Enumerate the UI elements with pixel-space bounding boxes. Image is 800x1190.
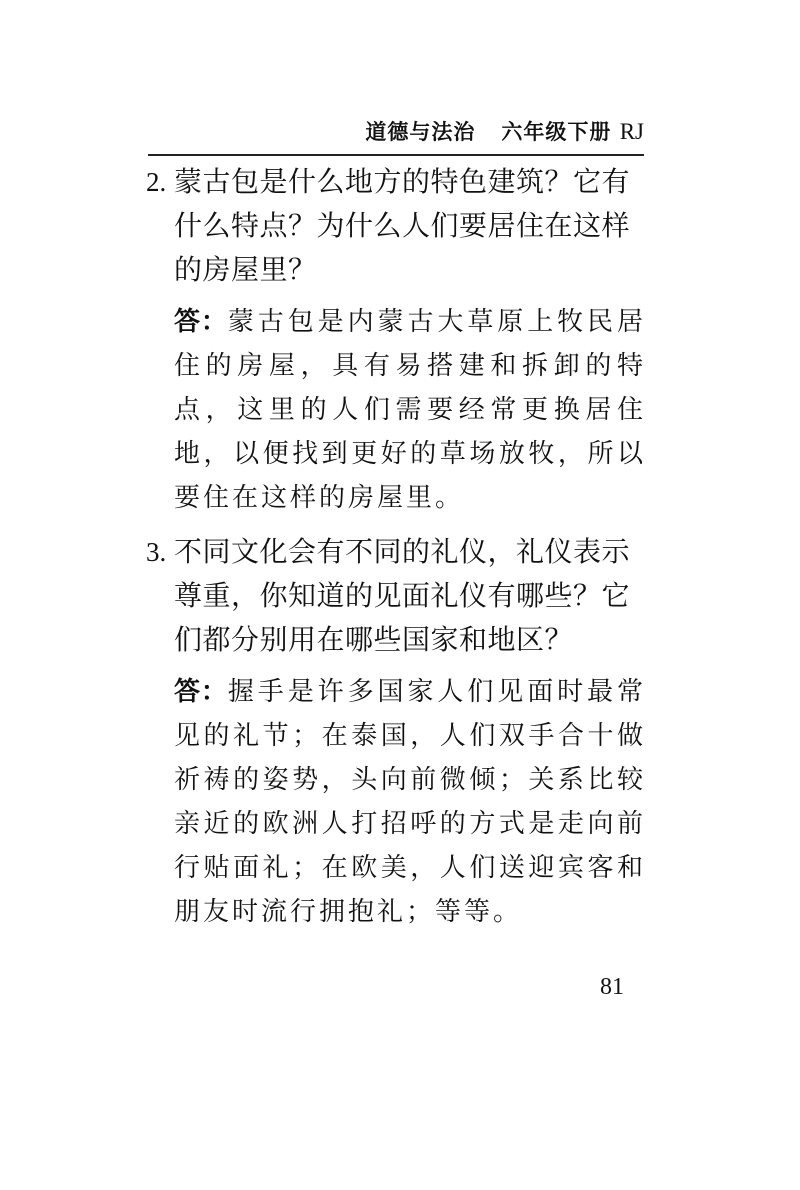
header-title bbox=[365, 116, 644, 146]
answer-text: 蒙古包是内蒙古大草原上牧民居住的房屋，具有易搭建和拆卸的特点，这里的人们需要经常更换居住地，以便找到更好的草场放牧，所以要住在这样的房屋里。 bbox=[174, 307, 646, 513]
header-subject: 道德与法治 bbox=[365, 120, 476, 144]
question-text: 蒙古包是什么地方的特色建筑？它有什么特点？为什么人们要居住在这样的房屋里？ bbox=[174, 165, 631, 286]
question-number: 2. bbox=[146, 167, 167, 197]
answer-2 bbox=[146, 300, 646, 520]
question-text: 不同文化会有不同的礼仪，礼仪表示尊重，你知道的见面礼仪有哪些？它们都分别用在哪些国家和地区？ bbox=[174, 535, 631, 656]
header-edition: RJ bbox=[619, 119, 644, 144]
answer-label: 答： bbox=[174, 677, 228, 707]
header-grade: 六年级下册 bbox=[501, 120, 612, 144]
answer-label: 答： bbox=[174, 307, 228, 337]
question-block-2 bbox=[146, 160, 646, 520]
question-block-3 bbox=[146, 530, 646, 934]
answer-text: 握手是许多国家人们见面时最常见的礼节；在泰国，人们双手合十做祈祷的姿势，头向前微倾；关系比较亲近的欧洲人打招呼的方式是走向前行贴面礼；在欧美，人们送迎宾客和朋友时流行拥抱礼；等等。 bbox=[174, 677, 646, 927]
page-header bbox=[148, 112, 644, 156]
answer-3 bbox=[146, 670, 646, 934]
question-2 bbox=[146, 160, 646, 292]
question-number: 3. bbox=[146, 537, 167, 567]
main-content bbox=[146, 160, 646, 934]
question-3 bbox=[146, 530, 646, 662]
page-number: 81 bbox=[600, 974, 624, 1000]
